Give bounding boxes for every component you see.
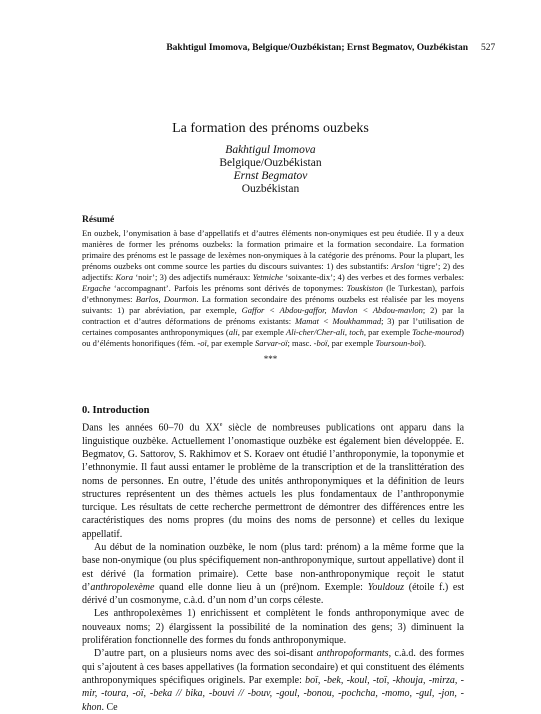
abstract-heading: Résumé (82, 215, 115, 225)
body-paragraph: Au début de la nomination ouzbèke, le nom (plus tard: prénom) a la même forme que la base non-onymique (ou plus spécifiquement non-anthroponymique, surtout appellative) dont il est dérivé (la formation primaire). Cette base non-anthroponymique reçoit le statut d’anthropolexème quand elle donne lieu à un (pré)nom. Exemple: Youldouz (étoile f.) est dérivé d’un cosmonyme, c.à.d. d’un nom d’un corps céleste. (82, 542, 464, 607)
body-text (82, 419, 464, 714)
author-name: Ernst Begmatov (233, 170, 308, 182)
article-title: La formation des prénoms ouzbeks (172, 121, 369, 136)
section-separator: *** (263, 354, 278, 364)
abstract-paragraph: En ouzbek, l’onymisation à base d’appellatifs et d’autres éléments non-onymiques est peu étudiée. Il y a deux manières de former les prénoms ouzbeks: la formation primaire et la formation secondaire. La formation primaire des prénoms est le passage de lexèmes non-onymiques à la catégorie des prénoms. Pour la plupart, les prénoms ouzbeks ont comme source les parties du discours suivantes: 1) des substantifs: Arslon ‘tigre’; 2) des adjectifs: Kora ‘noir’; 3) des adjectifs numéraux: Yetmiche ‘soixante-dix’; 4) des verbes et des formes verbales: Ergache ‘accompagnant’. Parfois les prénoms sont dérivés de toponymes: Touskiston (le Turkestan), parfois d’ethnonymes: Barlos, Dourmon. La formation secondaire des prénoms ouzbeks est réalisée par les moyens suivants: 1) par abréviation, par exemple, Gaffor < Abdou-gaffor, Mavlon < Abdou-mavlon; 2) par la contraction et d’autres déformations de prénoms existants: Mamat < Moukhammad; 3) par l’utilisation de certaines composantes anthroponymiques (ali, par exemple Ali-cher/Cher-ali, toch, par exemple Toche-mourod) ou d’éléments honorifiques (fém. -oï, par exemple Sarvar-oï; masc. -boï, par exemple Toursoun-boï). (82, 228, 465, 348)
body-paragraph: Dans les années 60–70 du XXe siècle de nombreuses publications ont apparu dans la linguistique ouzbèke. Actuellement l’onomastique ouzbèke est également bien développée. E. Begmatov, G. Sattorov, S. Rakhimov et S. Koraev ont étudié l’anthroponymie, la toponymie et l’ethnonymie. Il faut aussi entamer le problème de la transcription et de la translittération des noms de personnes. En outre, l’étude des unités anthroponymiques et la définition de leurs structures représentent un des thèmes actuels les plus fondamentaux de l’anthroponymie turcique. Les résultats de cette recherche permettront de démontrer des différences entre les caractéristiques des noms propres (du moins des noms de personne) et celles du lexique appellatif. (82, 422, 465, 540)
page-number: 527 (481, 43, 496, 53)
author-affiliation: Belgique/Ouzbékistan (219, 157, 322, 169)
running-head: Bakhtigul Imomova, Belgique/Ouzbékistan; Ernst Begmatov, Ouzbékistan (166, 43, 468, 53)
abstract-text (82, 228, 464, 349)
section-heading: 0. Introduction (82, 405, 150, 416)
author-name: Bakhtigul Imomova (225, 144, 316, 156)
body-paragraph: D’autre part, on a plusieurs noms avec des soi-disant anthropoformants, c.à.d. des formes qui s’ajoutent à ces bases appellatives (la formation secondaire) et qui constituent des éléments anthroponymiques spécifiques originels. Par exemple: boï, -bek, -koul, -toï, -khouja, -mirza, -mir, -toura, -oï, -beka // bika, -bouvi // -bouv, -goul, -bonou, -pochcha, -momo, -gul, -jon, -khon. Ce (82, 648, 464, 713)
author-affiliation: Ouzbékistan (241, 183, 300, 195)
body-paragraph: Les anthropolexèmes 1) enrichissent et complètent le fonds anthroponymique avec de nouveaux noms; 2) élargissent la possibilité de la nomination des gens; 3) diminuent la prolifération fonctionnelle des formes du fonds anthroponymique. (82, 608, 464, 647)
